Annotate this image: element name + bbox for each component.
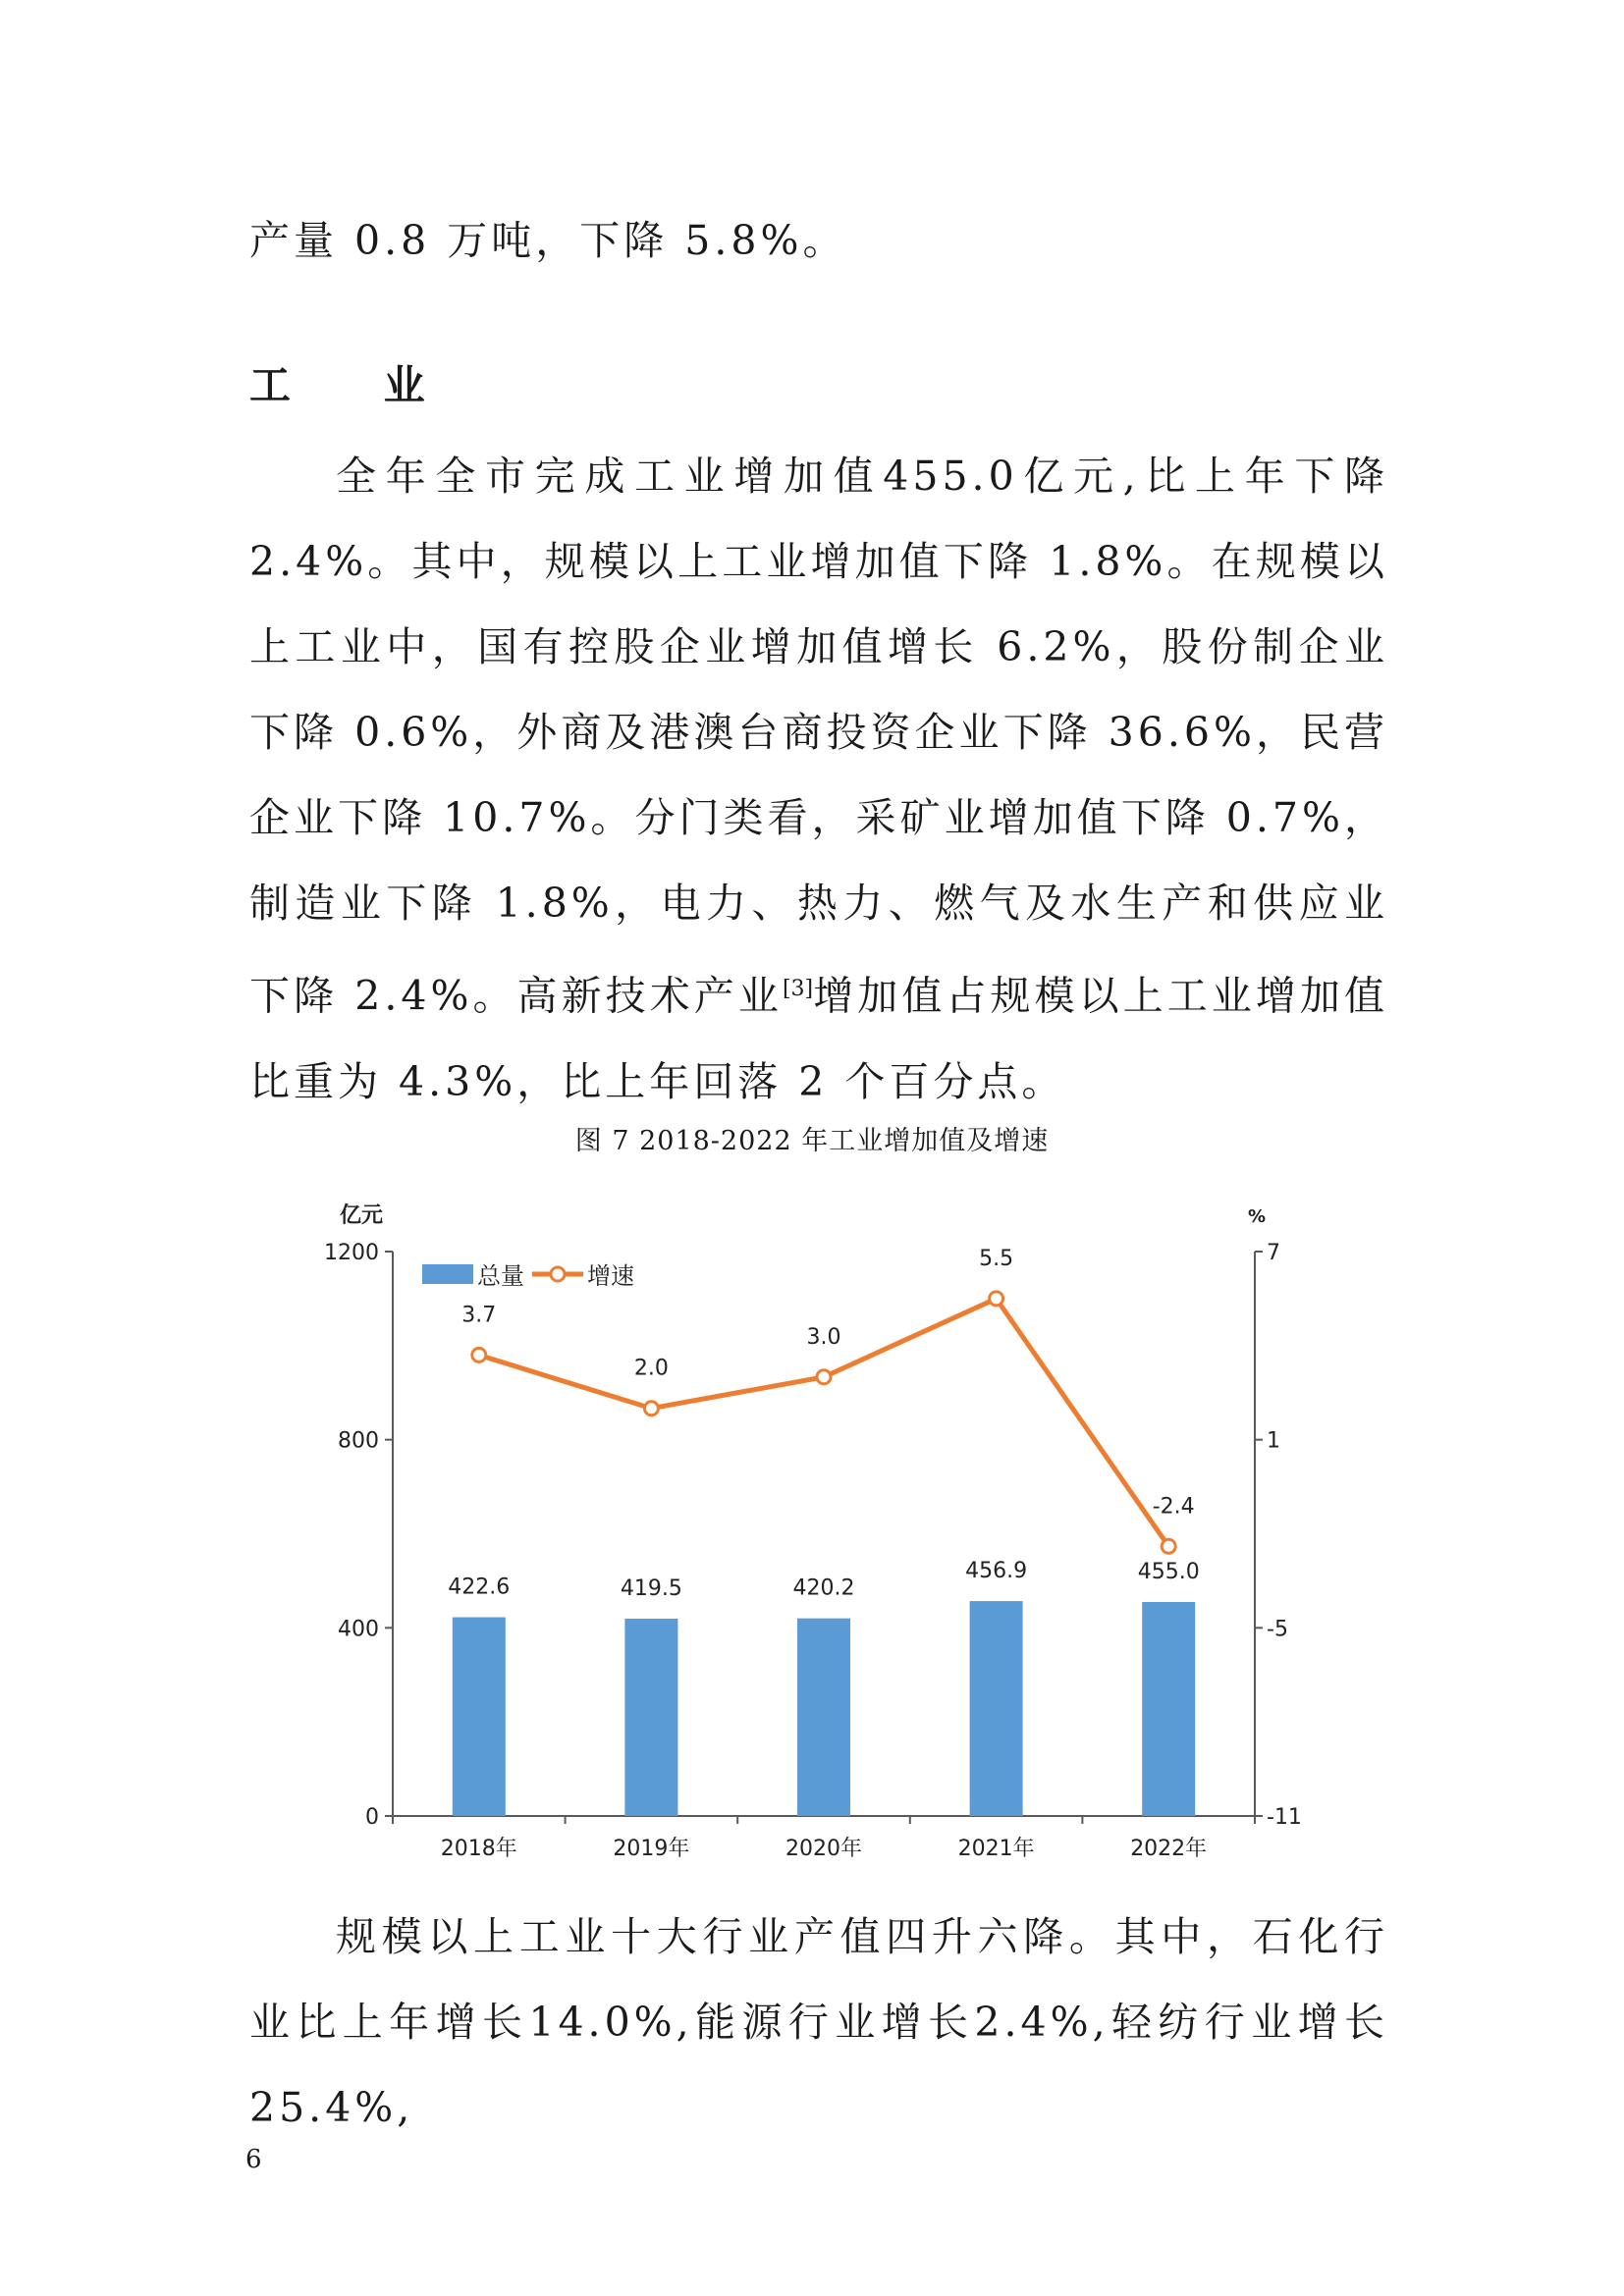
x-tick-label: 2022年 xyxy=(1130,1837,1208,1861)
paragraph-ten-industries: 规模以上工业十大行业产值四升六降。其中，石化行业比上年增长14.0%,能源行业增长2.4%,轻纺行业增长25.4%, xyxy=(249,1913,1388,2131)
right-tick-label: -5 xyxy=(1267,1617,1288,1642)
paragraph-industry-text: 全年全市完成工业增加值455.0亿元,比上年下降2.4%。其中，规模以上工业增加值下降 1.8%。在规模以上工业中，国有控股企业增加值增长 6.2%，股份制企业下降 0.6%，外商及港澳台商投资企业下降 36.6%，民营企业下降 10.7%。分门类看，采矿业增加值下降 0.7%，制造业下降 1.8%，电力、热力、燃气及水生产和供应业下降 2.4%。高新技术产业 xyxy=(249,453,1388,1020)
growth-rate-label: 3.7 xyxy=(461,1303,497,1328)
bar-2022年 xyxy=(1142,1602,1195,1816)
bar-2019年 xyxy=(624,1619,677,1816)
legend-bar-label: 总量 xyxy=(477,1262,524,1290)
legend-line-marker xyxy=(551,1267,565,1281)
bar-label: 455.0 xyxy=(1137,1559,1200,1584)
growth-rate-label: 2.0 xyxy=(633,1356,669,1381)
growth-rate-point xyxy=(817,1370,831,1384)
right-tick-label: -11 xyxy=(1267,1805,1302,1830)
legend-bar-swatch xyxy=(422,1264,473,1284)
right-tick-label: 7 xyxy=(1267,1241,1280,1265)
paragraph-industry-value xyxy=(249,434,1388,1125)
bar-label: 420.2 xyxy=(792,1575,855,1601)
left-tick-label: 400 xyxy=(338,1617,379,1642)
footnote-ref[interactable]: [3] xyxy=(782,977,814,1001)
industry-value-chart xyxy=(314,1178,1335,1875)
section-heading-industry: 工 业 xyxy=(249,361,464,409)
paragraph-industry-tail: 增加值占规模以上工业增加值比重为 4.3%，比上年回落 2 个百分点。 xyxy=(249,972,1389,1105)
growth-rate-point xyxy=(1162,1539,1175,1553)
left-tick-label: 1200 xyxy=(324,1241,379,1265)
growth-rate-point xyxy=(990,1292,1003,1306)
legend-line-label: 增速 xyxy=(587,1262,634,1290)
x-tick-label: 2020年 xyxy=(785,1837,862,1861)
left-tick-label: 0 xyxy=(365,1805,379,1830)
growth-rate-label: -2.4 xyxy=(1152,1494,1195,1520)
growth-rate-label: 3.0 xyxy=(806,1324,841,1350)
page-number: 6 xyxy=(245,2145,262,2174)
bar-2020年 xyxy=(797,1619,850,1816)
left-tick-label: 800 xyxy=(338,1428,379,1454)
right-axis-unit: % xyxy=(1247,1206,1267,1227)
x-tick-label: 2018年 xyxy=(440,1837,517,1861)
x-tick-label: 2019年 xyxy=(613,1837,690,1861)
bar-label: 419.5 xyxy=(620,1575,682,1601)
bar-label: 422.6 xyxy=(448,1575,511,1600)
growth-rate-point xyxy=(472,1348,486,1362)
x-tick-label: 2021年 xyxy=(957,1837,1035,1861)
growth-rate-point xyxy=(644,1402,658,1415)
paragraph-carryover: 产量 0.8 万吨，下降 5.8%。 xyxy=(249,217,847,264)
left-axis-unit: 亿元 xyxy=(339,1203,383,1228)
figure-caption: 图 7 2018-2022 年工业增加值及增速 xyxy=(574,1126,1050,1156)
bar-2018年 xyxy=(453,1618,506,1816)
right-tick-label: 1 xyxy=(1267,1428,1280,1454)
growth-rate-label: 5.5 xyxy=(979,1246,1014,1271)
bar-label: 456.9 xyxy=(965,1559,1028,1584)
bar-2021年 xyxy=(970,1601,1023,1816)
